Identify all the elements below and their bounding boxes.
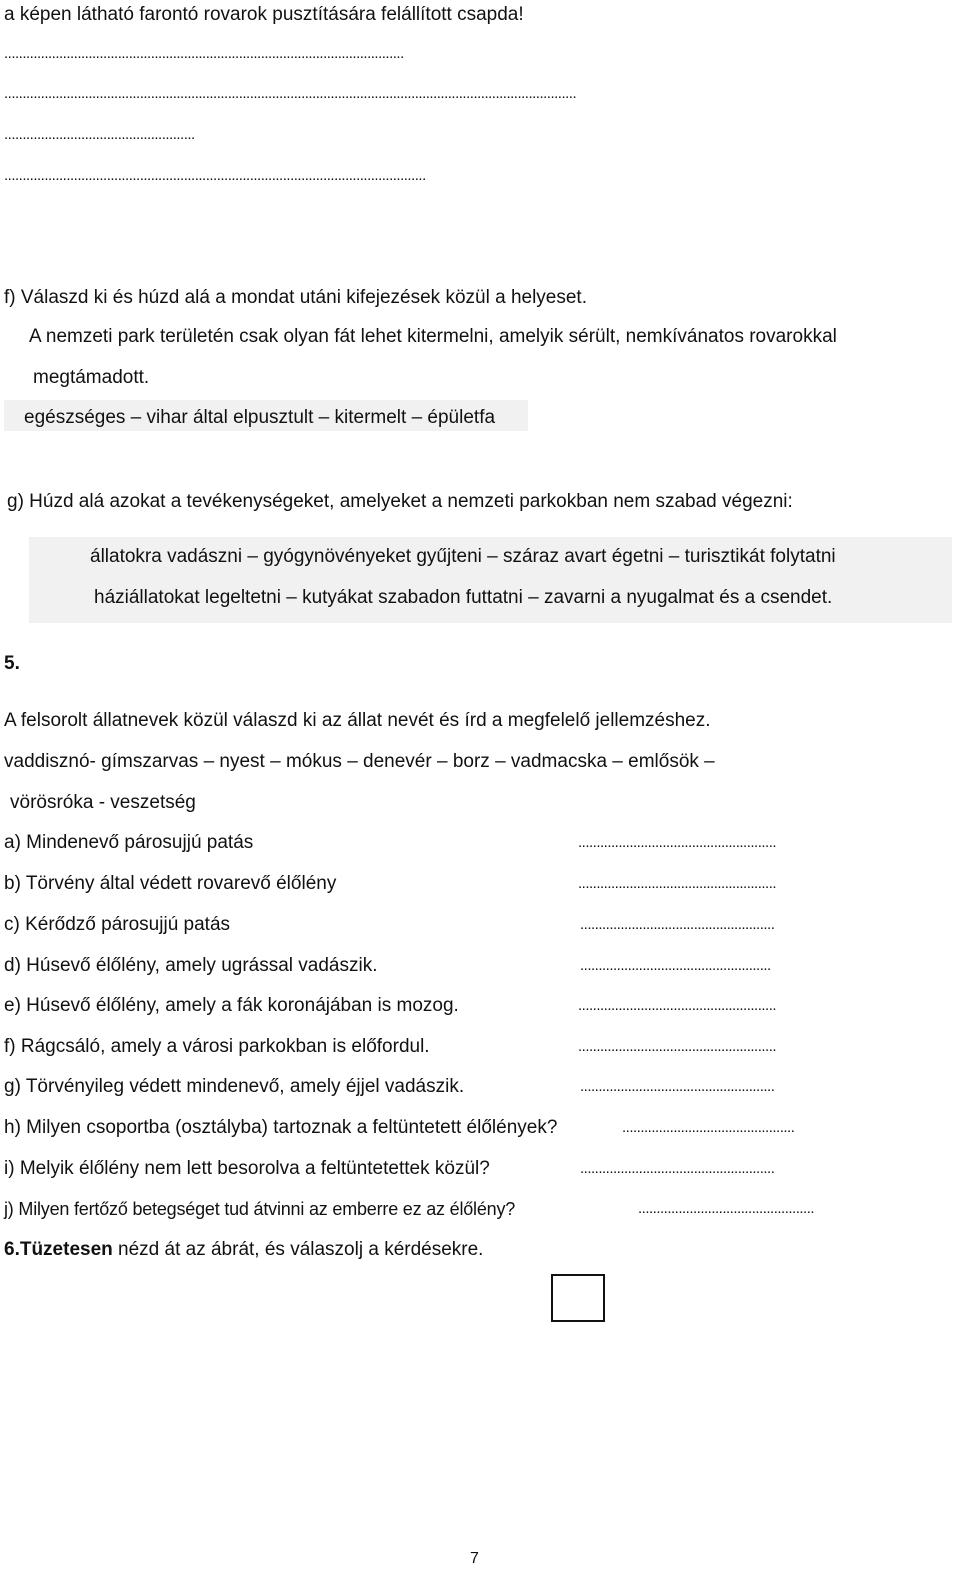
question-6-instruction — [4, 1238, 483, 1262]
answer-dots: ................................................ — [638, 1200, 815, 1217]
question-item: d) Húsevő élőlény, amely ugrással vadászik. — [4, 955, 378, 976]
question-item: a) Mindenevő párosujjú patás — [4, 832, 254, 853]
answer-dots: ...................................................... — [578, 997, 777, 1014]
answer-dots: ............................................... — [622, 1119, 795, 1136]
answer-dots: ..................................................... — [580, 1078, 775, 1095]
answer-dots: ............................................................................................................. — [4, 45, 404, 62]
task-f-title: f) Válaszd ki és húzd alá a mondat utáni kifejezések közül a helyeset. — [4, 287, 587, 308]
question-item: j) Milyen fertőző betegséget tud átvinni az emberre ez az élőlény? — [4, 1199, 516, 1219]
task-g-title: g) Húzd alá azokat a tevékenységeket, amelyeket a nemzeti parkokban nem szabad végezni: — [7, 491, 793, 512]
task-f-sentence: A nemzeti park területén csak olyan fát lehet kitermelni, amelyik sérült, nemkívánatos rovarokkal — [29, 326, 837, 347]
question-item: b) Törvény által védett rovarevő élőlény — [4, 873, 337, 894]
question-number: 5. — [4, 653, 20, 674]
answer-dots: ............................................................................................................................................................ — [4, 85, 577, 102]
page-number: 7 — [470, 1550, 479, 1567]
task-g-options-line2: háziállatokat legeltetni – kutyákat szabadon futtatni – zavarni a nyugalmat és a csendet. — [94, 587, 833, 608]
question-item: h) Milyen csoportba (osztályba) tartoznak a feltüntetett élőlények? — [4, 1117, 558, 1138]
task-f-options: egészséges – vihar által elpusztult – kitermelt – épületfa — [24, 407, 496, 428]
animal-names-line2: vörösróka - veszetség — [10, 792, 196, 813]
figure-box — [551, 1274, 605, 1322]
question-6-number: 6.Tüzetesen — [4, 1239, 113, 1260]
question-item: g) Törvényileg védett mindenevő, amely éjjel vadászik. — [4, 1076, 465, 1097]
answer-dots: ..................................................... — [580, 916, 775, 933]
answer-dots: ................................................................................................................... — [4, 167, 426, 184]
task-f-sentence-cont: megtámadott. — [33, 367, 150, 388]
answer-dots: .................................................... — [4, 126, 195, 143]
prompt-line: a képen látható farontó rovarok pusztítására felállított csapda! — [4, 4, 524, 25]
question-item: c) Kérődző párosujjú patás — [4, 914, 231, 935]
question-instruction: A felsorolt állatnevek közül válaszd ki az állat nevét és írd a megfelelő jellemzéshez. — [4, 710, 711, 731]
answer-dots: ...................................................... — [578, 875, 777, 892]
question-item: f) Rágcsáló, amely a városi parkokban is előfordul. — [4, 1036, 430, 1057]
task-g-options-line1: állatokra vadászni – gyógynövényeket gyűjteni – száraz avart égetni – turisztikát folytatni — [90, 546, 836, 567]
question-item: i) Melyik élőlény nem lett besorolva a feltüntetettek közül? — [4, 1158, 490, 1179]
question-item: e) Húsevő élőlény, amely a fák koronájában is mozog. — [4, 995, 459, 1016]
answer-dots: ...................................................... — [578, 834, 777, 851]
question-6-text: nézd át az ábrát, és válaszolj a kérdésekre. — [112, 1239, 484, 1260]
answer-dots: ...................................................... — [578, 1038, 777, 1055]
answer-dots: .................................................... — [580, 957, 771, 974]
animal-names-line1: vaddisznó- gímszarvas – nyest – mókus – denevér – borz – vadmacska – emlősök – — [4, 751, 715, 772]
answer-dots: ..................................................... — [580, 1160, 775, 1177]
